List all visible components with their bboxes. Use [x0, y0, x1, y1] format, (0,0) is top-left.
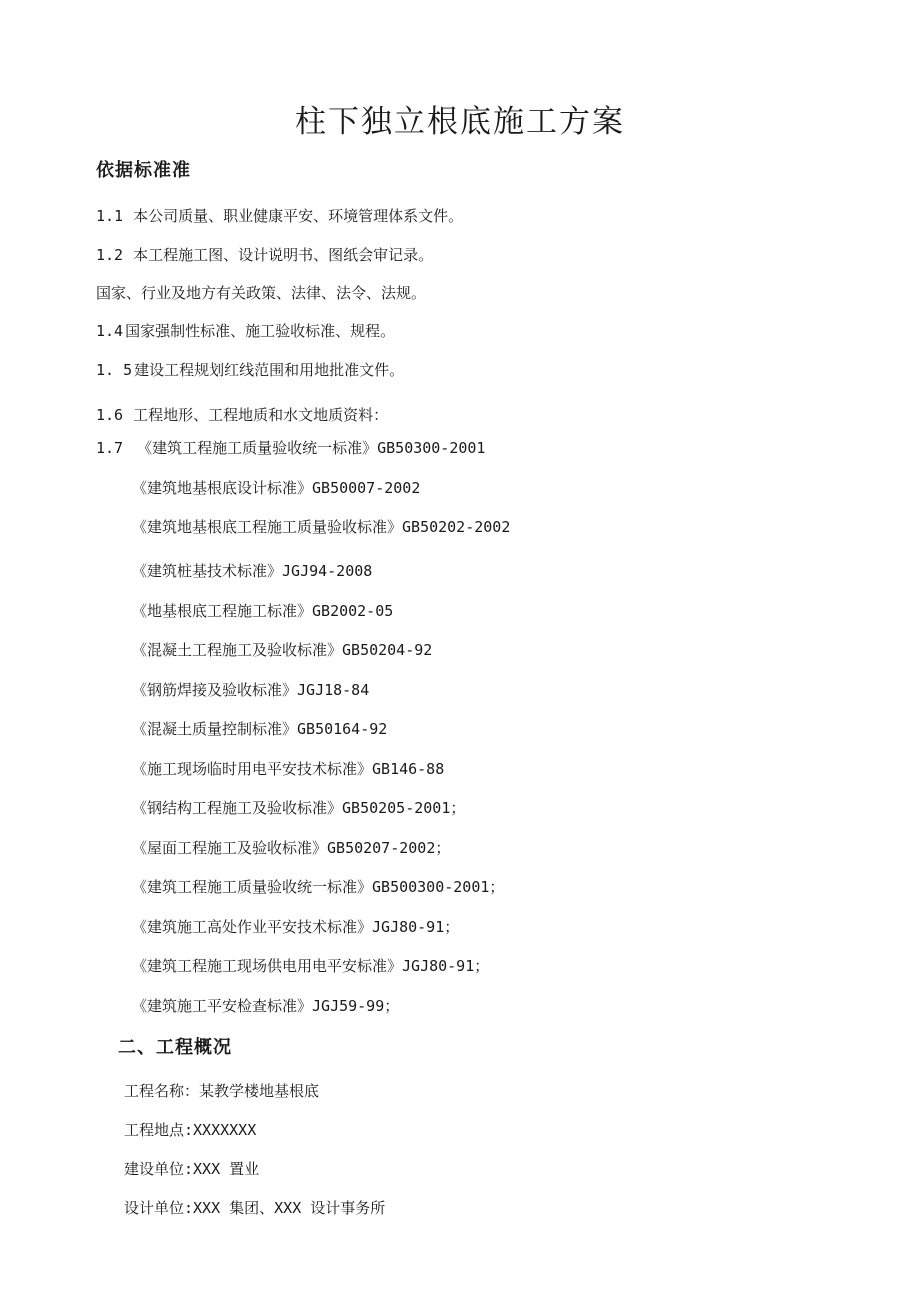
document-title: 柱下独立根底施工方案 — [295, 104, 625, 140]
item-text: 建设工程规划红线范围和用地批准文件。 — [134, 361, 405, 379]
standard-item: 《建筑地基根底工程施工质量验收标准》GB50202-2002 — [132, 518, 511, 536]
basis-item-1-5 — [96, 359, 404, 380]
basis-item-1-1 — [96, 205, 463, 226]
standard-item: 《地基根底工程施工标准》GB2002-05 — [132, 602, 394, 620]
standard-item: 《建筑桩基技术标准》JGJ94-2008 — [132, 562, 373, 580]
item-number: 1.1 — [96, 207, 124, 225]
item-text: 《建筑工程施工质量验收统一标准》GB50300-2001 — [137, 439, 486, 457]
basis-item-1-4 — [96, 320, 395, 341]
section-heading-basis: 依据标准准 — [96, 160, 191, 181]
item-text: 本工程施工图、设计说明书、图纸会审记录。 — [133, 246, 434, 264]
item-text: 工程地形、工程地质和水文地质资料： — [133, 406, 389, 424]
item-text: 国家强制性标准、施工验收标准、规程。 — [125, 322, 396, 340]
standard-item: 《建筑施工平安检查标准》JGJ59-99； — [132, 997, 400, 1015]
basis-item-1-6 — [96, 404, 388, 425]
standard-item: 《混凝土工程施工及验收标准》GB50204-92 — [132, 641, 433, 659]
standard-item: 《混凝土质量控制标准》GB50164-92 — [132, 720, 388, 738]
basis-item-1-7 — [96, 437, 485, 458]
item-number: 1.7 — [96, 439, 124, 457]
item-number: 1.2 — [96, 246, 124, 264]
basis-item-1-2 — [96, 244, 433, 265]
overview-item-name: 工程名称：某教学楼地基根底 — [124, 1082, 320, 1100]
standard-item: 《建筑地基根底设计标准》GB50007-2002 — [132, 479, 421, 497]
standard-item: 《施工现场临时用电平安技术标准》GB146-88 — [132, 760, 445, 778]
item-number: 1. 5 — [96, 361, 133, 379]
item-number: 1.4 — [96, 322, 124, 340]
overview-item-location: 工程地点:XXXXXXX — [124, 1121, 257, 1139]
basis-item-1-3 — [96, 282, 426, 303]
section-heading-overview: 二、工程概况 — [118, 1037, 232, 1058]
overview-item-designer: 设计单位:XXX 集团、XXX 设计事务所 — [124, 1199, 386, 1217]
item-number: 1.6 — [96, 406, 124, 424]
standard-item: 《建筑施工高处作业平安技术标准》JGJ80-91； — [132, 918, 460, 936]
standard-item: 《屋面工程施工及验收标准》GB50207-2002； — [132, 839, 451, 857]
standard-item: 《建筑工程施工现场供电用电平安标准》JGJ80-91； — [132, 957, 490, 975]
overview-item-builder: 建设单位:XXX 置业 — [124, 1160, 260, 1178]
item-text: 本公司质量、职业健康平安、环境管理体系文件。 — [133, 207, 464, 225]
item-text: 国家、行业及地方有关政策、法律、法令、法规。 — [96, 284, 427, 302]
standard-item: 《钢结构工程施工及验收标准》GB50205-2001； — [132, 799, 466, 817]
standard-item: 《钢筋焊接及验收标准》JGJ18-84 — [132, 681, 370, 699]
standard-item: 《建筑工程施工质量验收统一标准》GB500300-2001； — [132, 878, 505, 896]
